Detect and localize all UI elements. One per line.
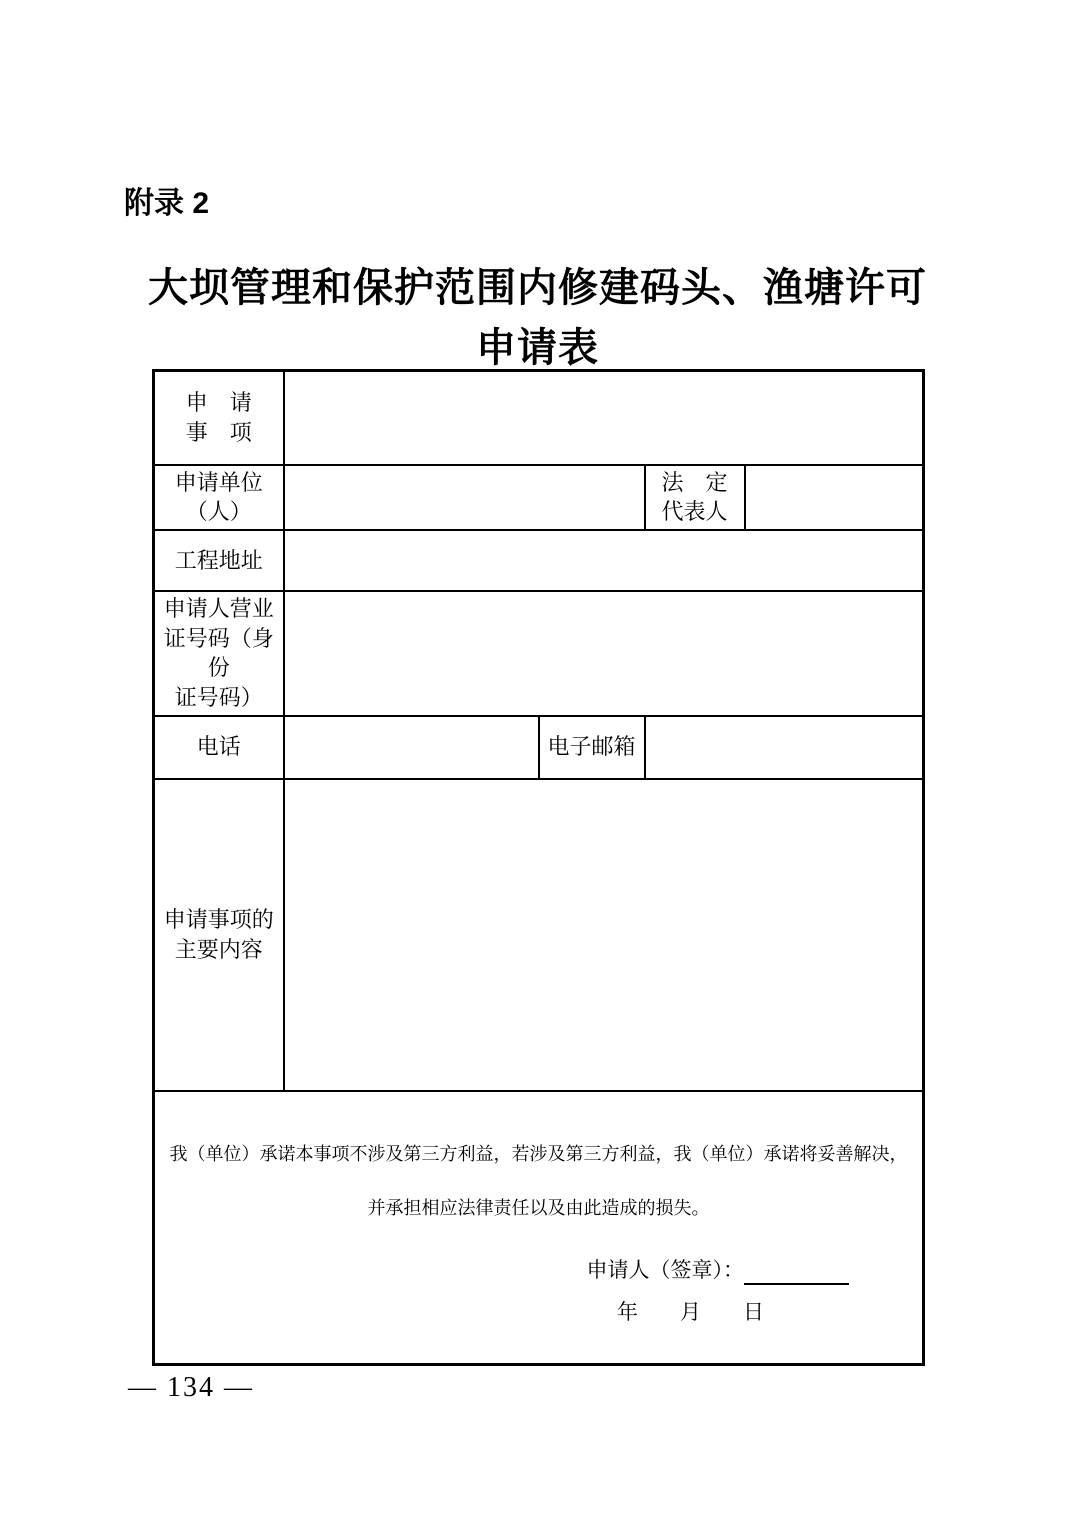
license-no-field[interactable] (284, 591, 924, 716)
form-title (0, 258, 1075, 378)
license-no-label: 申请人营业 证号码（身份 证号码） (154, 591, 284, 716)
date-day-label: 日 (743, 1300, 764, 1325)
date-line (157, 1297, 920, 1327)
main-content-field[interactable] (284, 779, 924, 1091)
application-form-table (152, 369, 925, 1366)
row-main-content (154, 779, 924, 1091)
row-commitment (154, 1091, 924, 1365)
row-phone-email (154, 716, 924, 779)
project-address-label: 工程地址 (154, 530, 284, 591)
applicant-field[interactable] (284, 465, 645, 530)
email-label: 电子邮箱 (539, 716, 645, 779)
signature-line (157, 1255, 920, 1285)
application-item-field[interactable] (284, 371, 924, 465)
row-license-no (154, 591, 924, 716)
row-application-item (154, 371, 924, 465)
form-title-line2: 申请表 (476, 325, 599, 370)
legal-rep-field[interactable] (745, 465, 924, 530)
applicant-label: 申请单位 （人） (154, 465, 284, 530)
row-project-address (154, 530, 924, 591)
commitment-cell (154, 1091, 924, 1365)
phone-field[interactable] (284, 716, 539, 779)
project-address-field[interactable] (284, 530, 924, 591)
email-field[interactable] (645, 716, 924, 779)
commitment-text: 我（单位）承诺本事项不涉及第三方利益，若涉及第三方利益，我（单位）承诺将妥善解决， 并承担相应法律责任以及由此造成的损失。 (169, 1144, 908, 1219)
signature-underline[interactable] (744, 1264, 849, 1285)
row-applicant (154, 465, 924, 530)
phone-label: 电话 (154, 716, 284, 779)
application-item-label: 申 请 事 项 (154, 371, 284, 465)
main-content-label: 申请事项的 主要内容 (154, 779, 284, 1091)
form-title-line1: 大坝管理和保护范围内修建码头、渔塘许可 (148, 265, 927, 310)
date-month-label: 月 (680, 1300, 701, 1325)
legal-rep-label: 法 定 代表人 (645, 465, 745, 530)
appendix-label: 附录 2 (124, 187, 210, 220)
page-number: — 134 — (128, 1372, 254, 1403)
signature-label: 申请人（签章）： (586, 1258, 744, 1283)
date-year-label: 年 (617, 1300, 638, 1325)
